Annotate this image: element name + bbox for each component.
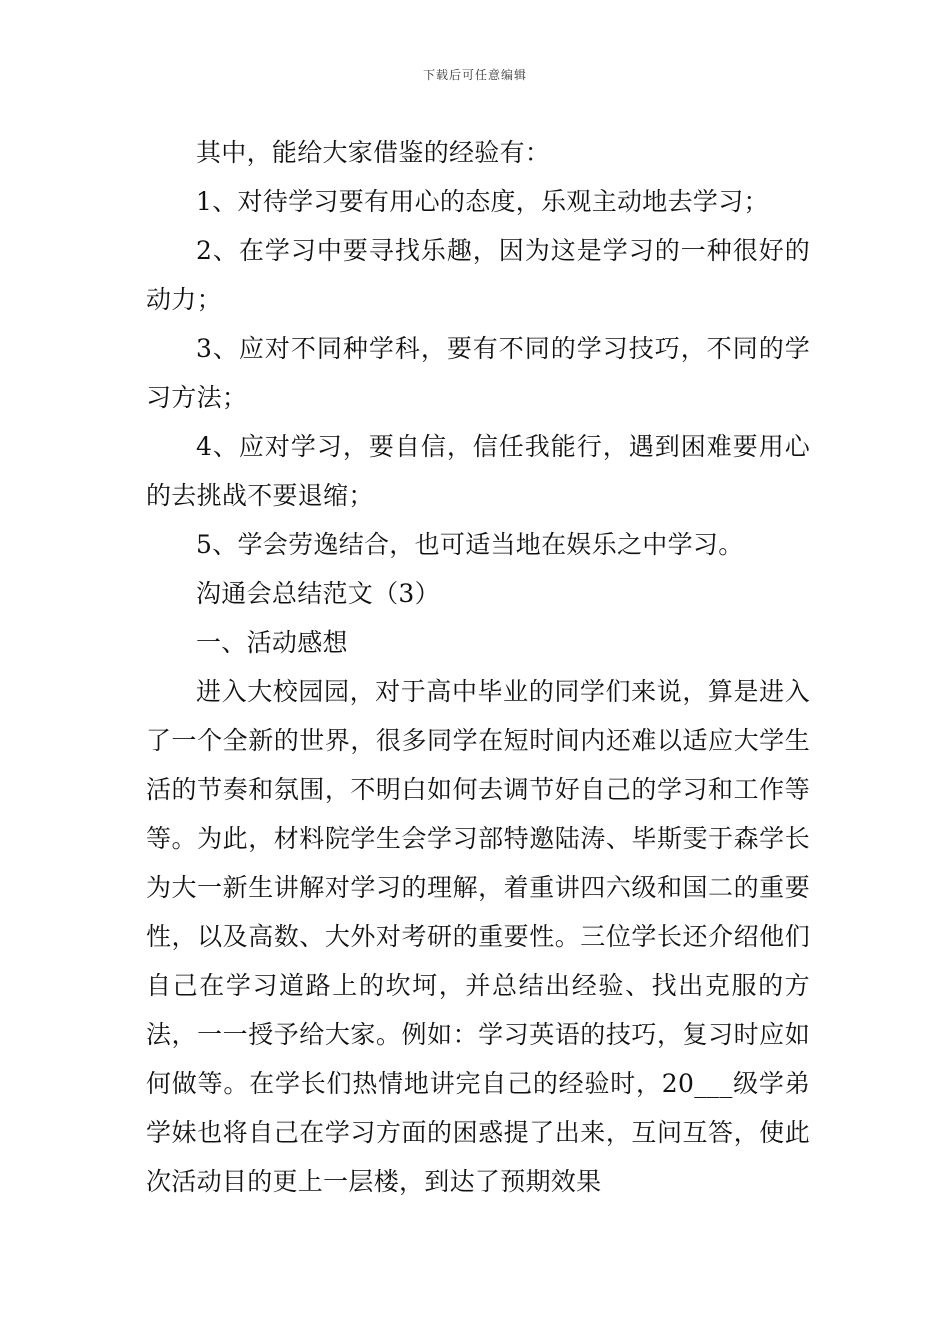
paragraph-item-4: 4、应对学习，要自信，信任我能行，遇到困难要用心的去挑战不要退缩； <box>146 432 810 510</box>
document-body <box>146 128 810 1206</box>
paragraph-item-3: 3、应对不同种学科，要有不同的学习技巧，不同的学习方法； <box>146 334 810 412</box>
section-title: 沟通会总结范文（3） <box>196 579 440 608</box>
paragraph-intro: 其中，能给大家借鉴的经验有： <box>196 138 551 167</box>
paragraph-activity-reflection: 进入大校园园，对于高中毕业的同学们来说，算是进入了一个全新的世界，很多同学在短时间内还难以适应大学生活的节奏和氛围，不明白如何去调节好自己的学习和工作等等。为此，材料院学生会学习部特邀陆涛、毕斯雯于森学长为大一新生讲解对学习的理解，着重讲四六级和国二的重要性，以及高数、大外对考研的重要性。三位学长还介绍他们自己在学习道路上的坎坷，并总结出经验、找出克服的方法，一一授予给大家。例如：学习英语的技巧，复习时应如何做等。在学长们热情地讲完自己的经验时，20___级学弟学妹也将自己在学习方面的困惑提了出来，互问互答，使此次活动目的更上一层楼，到达了预期效果 <box>146 677 810 1196</box>
subsection-heading: 一、活动感想 <box>196 628 348 657</box>
paragraph-item-1: 1、对待学习要有用心的态度，乐观主动地去学习； <box>196 187 769 216</box>
paragraph-item-2: 2、在学习中要寻找乐趣，因为这是学习的一种很好的动力； <box>146 236 810 314</box>
page-header-note: 下载后可任意编辑 <box>422 68 527 82</box>
paragraph-item-5: 5、学会劳逸结合，也可适当地在娱乐之中学习。 <box>196 530 744 559</box>
